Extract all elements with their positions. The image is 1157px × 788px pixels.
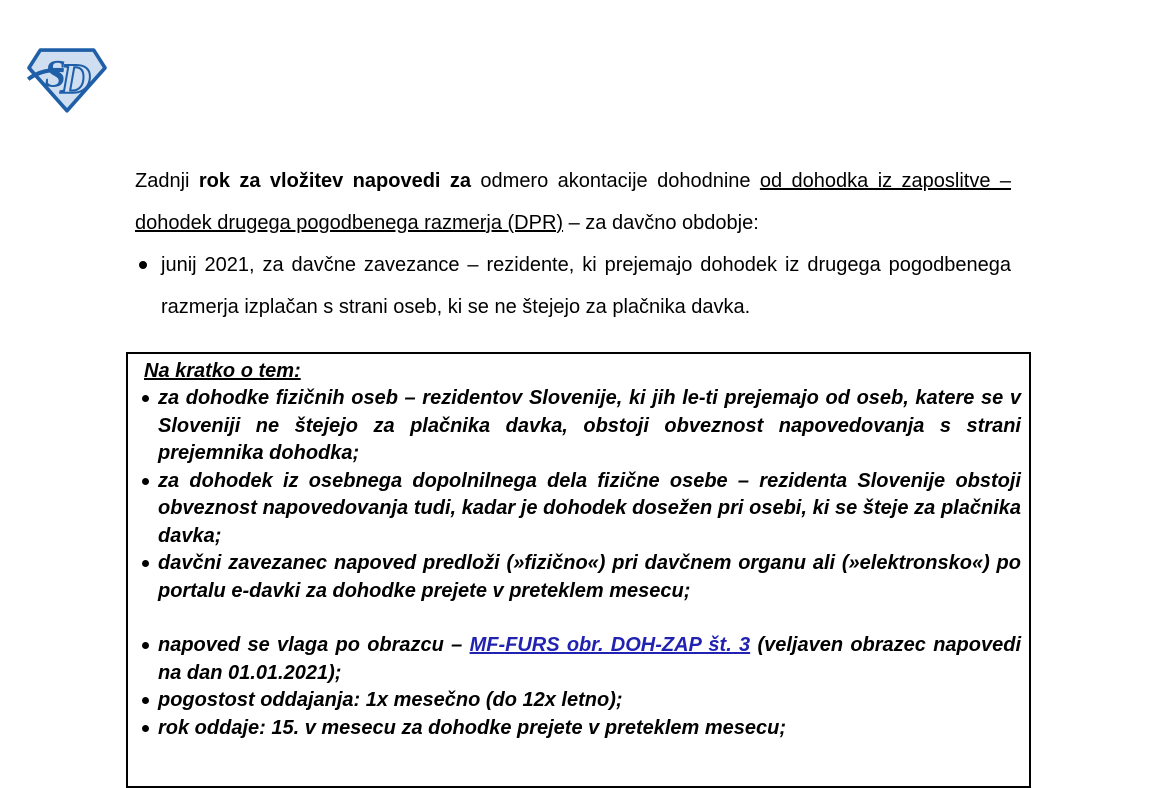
list-item (141, 385, 1021, 468)
intro-text-bold: rok za vložitev napovedi za (198, 170, 481, 192)
summary-box-heading: Na kratko o tem: (144, 360, 301, 382)
list-item (141, 715, 1021, 743)
intro-bullet-list (135, 244, 1011, 328)
list-item (141, 468, 1021, 551)
document-body (135, 160, 1011, 328)
intro-bullet-text: junij 2021, za davčne zavezance – rezidente, ki prejemajo dohodek iz drugega pogodbenega razmerja izplačan s strani oseb, ki se ne štejejo za plačnika davka. (161, 254, 1011, 318)
form-bullet-text-before: napoved se vlaga po obrazcu – (158, 634, 470, 656)
intro-paragraph (135, 160, 1011, 244)
logo-letter-s: S (44, 52, 66, 96)
intro-text-underlined: od dohodka iz zaposlitve – dohodek drugega pogodbenega razmerja (DPR) (135, 170, 1011, 234)
list-item (141, 550, 1021, 605)
doh-zap-form-link[interactable]: MF-FURS obr. DOH-ZAP št. 3 (469, 634, 751, 656)
sd-logo-icon (26, 46, 108, 114)
frequency-bullet-text: pogostost oddajanja: 1x mesečno (do 12x letno); (158, 689, 623, 711)
sd-logo (26, 46, 108, 114)
logo-letter-d: D (60, 55, 91, 103)
intro-text-plain-1: Zadnji (135, 170, 199, 192)
deadline-bullet-text: rok oddaje: 15. v mesecu za dohodke prejete v preteklem mesecu; (158, 716, 787, 739)
intro-text-plain-3: – za davčno obdobje: (563, 212, 759, 234)
summary-box (126, 352, 1031, 788)
intro-text-plain-2: odmero akontacije dohodnine (480, 170, 760, 192)
form-bullet-text-after: (veljaven obrazec napovedi na dan 01.01.2021); (158, 634, 1022, 684)
box-bullet-text: za dohodek iz osebnega dopolnilnega dela fizične osebe – rezidenta Slovenije obstoji obveznost napovedovanja tudi, kadar je dohodek dosežen pri osebi, ki se šteje za plačnika davka; (158, 469, 1021, 547)
box-bullet-text: davčni zavezanec napoved predloži (»fizično«) pri davčnem organu ali (»elektronsko«) po portalu e-davki za dohodke prejete v preteklem mesecu; (158, 552, 1021, 602)
list-item (141, 687, 1021, 715)
list-item (141, 632, 1021, 687)
summary-bullet-list (141, 385, 1021, 742)
list-item (135, 244, 1011, 328)
box-bullet-text: za dohodke fizičnih oseb – rezidentov Slovenije, ki jih le-ti prejemajo od oseb, katere se v Sloveniji ne štejejo za plačnika davka, obstoji obveznost napovedovanja s strani prejemnika dohodka; (158, 387, 1021, 464)
